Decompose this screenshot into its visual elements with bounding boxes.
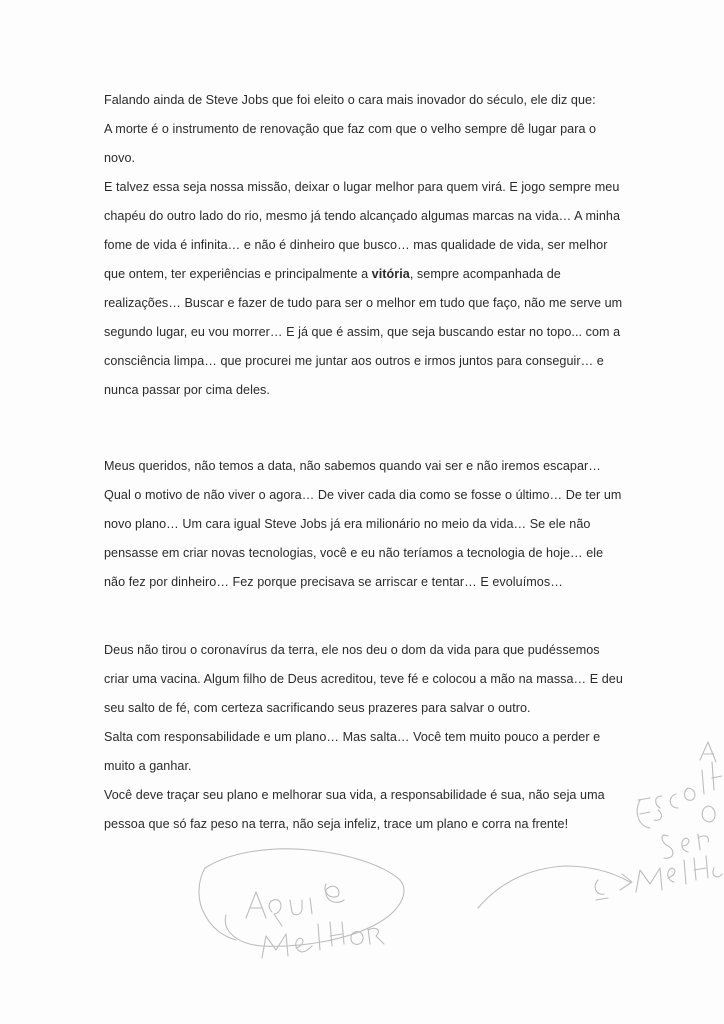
text-line	[104, 289, 664, 318]
text-segment: realizações… Buscar e fazer de tudo para ser o melhor em tudo que faço, não me serve um	[104, 296, 623, 310]
handwritten-note-left	[199, 849, 404, 958]
text-segment: Você deve traçar seu plano e melhorar sua vida, a responsabilidade é sua, não seja uma	[104, 788, 605, 802]
text-line	[104, 568, 664, 597]
text-segment: E talvez essa seja nossa missão, deixar o lugar melhor para quem virá. E jogo sempre meu	[104, 180, 620, 194]
text-segment: chapéu do outro lado do rio, mesmo já tendo alcançado algumas marcas na vida… A minha	[104, 209, 620, 223]
text-line	[104, 539, 664, 568]
text-line	[104, 723, 664, 752]
text-line	[104, 115, 664, 144]
text-line	[104, 144, 664, 173]
text-line	[104, 231, 664, 260]
text-line	[104, 376, 664, 405]
paragraph-3	[104, 636, 664, 839]
text-segment: seu salto de fé, com certeza sacrificando seus prazeres para salvar o outro.	[104, 701, 531, 715]
text-segment: muito a ganhar.	[104, 759, 192, 773]
text-line	[104, 202, 664, 231]
text-segment: segundo lugar, eu vou morrer… E já que é assim, que seja buscando estar no topo... com a	[104, 325, 621, 339]
text-line	[104, 347, 664, 376]
text-segment: Meus queridos, não temos a data, não sabemos quando vai ser e não iremos escapar…	[104, 459, 601, 473]
text-segment: , sempre acompanhada de	[409, 267, 561, 281]
text-segment: Qual o motivo de não viver o agora… De viver cada dia como se fosse o último… De ter um	[104, 488, 622, 502]
text-line	[104, 452, 664, 481]
paragraph-2	[104, 452, 664, 597]
text-line	[104, 510, 664, 539]
text-line	[104, 636, 664, 665]
text-segment: fome de vida é infinita… e não é dinheiro que busco… mas qualidade de vida, ser melhor	[104, 238, 608, 252]
text-line	[104, 781, 664, 810]
text-segment: consciência limpa… que procurei me juntar aos outros e irmos juntos para conseguir… e	[104, 354, 604, 368]
text-segment: Falando ainda de Steve Jobs que foi eleito o cara mais inovador do século, ele diz que:	[104, 93, 596, 107]
text-segment: que ontem, ter experiências e principalmente a	[104, 267, 372, 281]
text-segment: Salta com responsabilidade e um plano… Mas salta… Você tem muito pouco a perder e	[104, 730, 601, 744]
text-segment: pensasse em criar novas tecnologias, você e eu não teríamos a tecnologia de hoje… ele	[104, 546, 604, 560]
text-line	[104, 665, 664, 694]
text-segment: novo.	[104, 151, 136, 165]
text-line	[104, 481, 664, 510]
text-line	[104, 86, 664, 115]
text-segment: novo plano… Um cara igual Steve Jobs já era milionário no meio da vida… Se ele não	[104, 517, 591, 531]
text-segment: não fez por dinheiro… Fez porque precisava se arriscar e tentar… E evoluímos…	[104, 575, 563, 589]
text-line	[104, 810, 664, 839]
text-segment: Deus não tirou o coronavírus da terra, ele nos deu o dom da vida para que pudéssemos	[104, 643, 600, 657]
text-segment: pessoa que só faz peso na terra, não seja infeliz, trace um plano e corra na frente!	[104, 817, 569, 831]
text-line	[104, 694, 664, 723]
text-line	[104, 318, 664, 347]
text-segment: A morte é o instrumento de renovação que faz com que o velho sempre dê lugar para o	[104, 122, 597, 136]
text-line	[104, 752, 664, 781]
emphasis-text: vitória	[371, 267, 410, 281]
text-line	[104, 260, 664, 289]
paragraph-1	[104, 86, 664, 405]
text-line	[104, 173, 664, 202]
text-segment: nunca passar por cima deles.	[104, 383, 270, 397]
text-segment: criar uma vacina. Algum filho de Deus acreditou, teve fé e colocou a mão na massa… E deu	[104, 672, 623, 686]
